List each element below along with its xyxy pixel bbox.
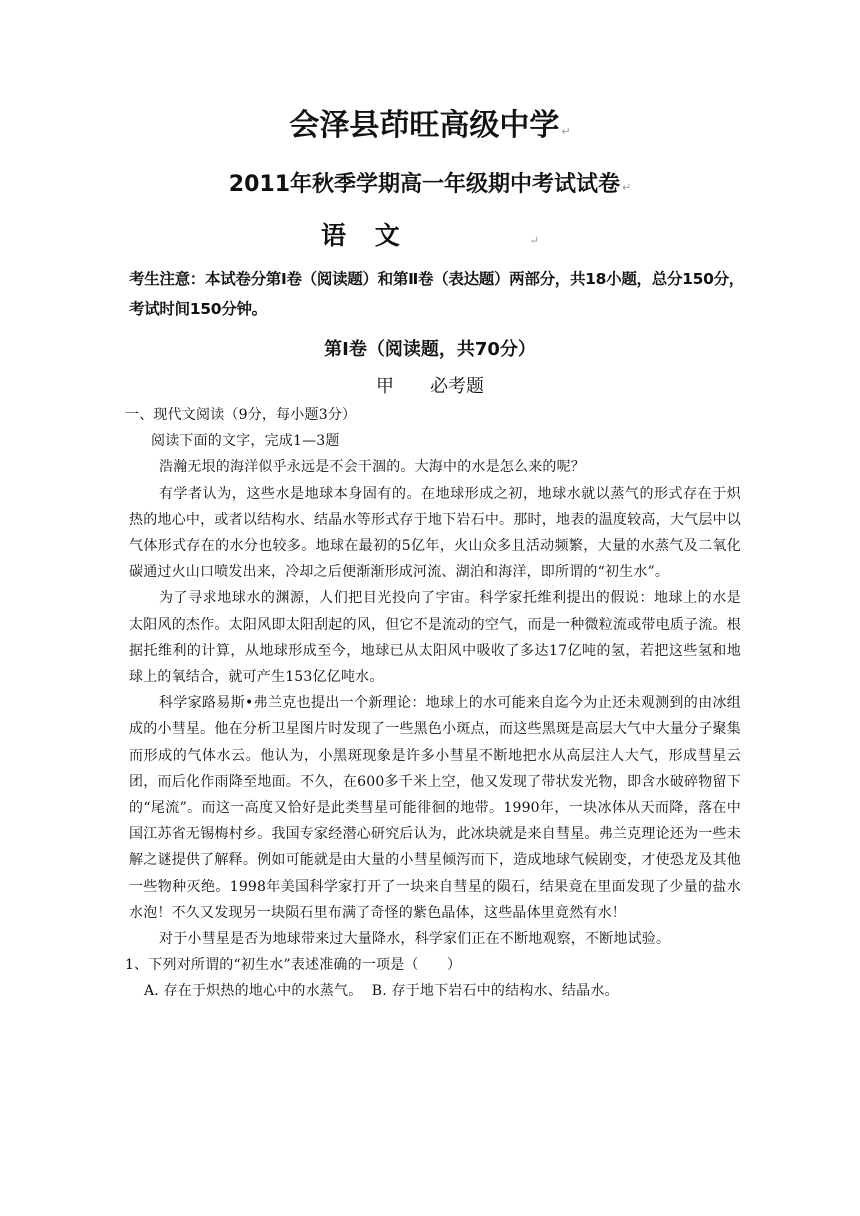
option-a: A. 存在于炽热的地心中的水蒸气。 xyxy=(144,983,363,1000)
subtitle-left: 甲 xyxy=(376,376,394,397)
paragraph-mark-icon: ↵ xyxy=(561,125,571,138)
passage-paragraph: 科学家路易斯•弗兰克也提出一个新理论：地球上的水可能来自迄今为止还未观测到的由冰组成的小彗星。他在分析卫星图片时发现了一些黑色小斑点，而这些黑斑是高层大气中大量分子聚集而形成的气体水云。他认为，小黑斑现象是许多小彗星不断地把水从高层注人大气，形成彗星云团，而后化作雨降至地面。不久，在600多千米上空，他又发现了带状发光物，即含水破碎物留下的“尾流”。而这一高度又恰好是此类彗星可能徘徊的地带。1990年，一块冰体从天而降，落在中国江苏省无锡梅村乡。我国专家经潜心研究后认为，此冰块就是来自彗星。弗兰克理论还为一些未解之谜提供了解释。例如可能就是由大量的小彗星倾泻而下，造成地球气候剧变，才使恐龙及其他一些物种灭绝。1998年美国科学家打开了一块来自彗星的陨石，结果竟在里面发现了少量的盐水水泡！不久又发现另一块陨石里布满了奇怪的紫色晶体，这些晶体里竟然有水！ xyxy=(129,695,741,921)
section-title: 第Ⅰ卷（阅读题，共70分） xyxy=(324,339,536,360)
question-options xyxy=(129,978,741,1004)
instruction: 阅读下面的文字，完成1—3题 xyxy=(151,433,340,450)
exam-title xyxy=(0,168,860,205)
passage-paragraph: 对于小彗星是否为地球带来过大量降水，科学家们正在不断地观察，不断地试验。 xyxy=(159,931,671,948)
passage-paragraph: 为了寻求地球水的渊源，人们把目光投向了宇宙。科学家托维利提出的假说：地球上的水是太阳风的杰作。太阳风即太阳刮起的风，但它不是流动的空气，而是一种微粒流或带电质子流。根据托维利的计算，从地球形成至今，地球已从太阳风中吸收了多达17亿吨的氢，若把这些氢和地球上的氧结合，就可产生153亿亿吨水。 xyxy=(129,590,741,686)
exam-notice: 考生注意：本试卷分第Ⅰ卷（阅读题）和第Ⅱ卷（表达题）两部分，共18小题，总分150分，考试时间150分钟。 xyxy=(129,270,745,318)
passage-paragraph: 浩瀚无垠的海洋似乎永远是不会干涸的。大海中的水是怎么来的呢？ xyxy=(159,459,585,476)
exam-name: 2011年秋季学期高一年级期中考试试卷 xyxy=(228,172,620,197)
subject-name: 语 文 xyxy=(321,221,410,250)
subject-title xyxy=(0,217,860,260)
option-b: B. 存于地下岩石中的结构水、结晶水。 xyxy=(371,983,619,1000)
part-heading: 一、现代文阅读（9分，每小题3分） xyxy=(125,407,357,423)
section-subtitle xyxy=(0,373,860,401)
question-stem: 1、下列对所谓的“初生水”表述准确的一项是（ ） xyxy=(125,957,462,974)
paragraph-mark-icon: ↵ xyxy=(529,234,539,247)
school-name: 会泽县茚旺高级中学 xyxy=(289,108,560,143)
reading-section xyxy=(125,402,741,1005)
school-title xyxy=(0,104,860,154)
paragraph-mark-icon: ↵ xyxy=(622,181,632,194)
passage-paragraph: 有学者认为，这些水是地球本身固有的。在地球形成之初，地球水就以蒸气的形式存在于炽热的地心中，或者以结构水、结晶水等形式存于地下岩石中。那时，地表的温度较高，大气层中以气体形式存在的水分也较多。地球在最初的5亿年，火山众多且活动频繁，大量的水蒸气及二氧化碳通过火山口喷发出来，冷却之后便渐渐形成河流、湖泊和海洋，即所谓的“初生水”。 xyxy=(129,485,741,581)
subtitle-right: 必考题 xyxy=(430,376,484,397)
